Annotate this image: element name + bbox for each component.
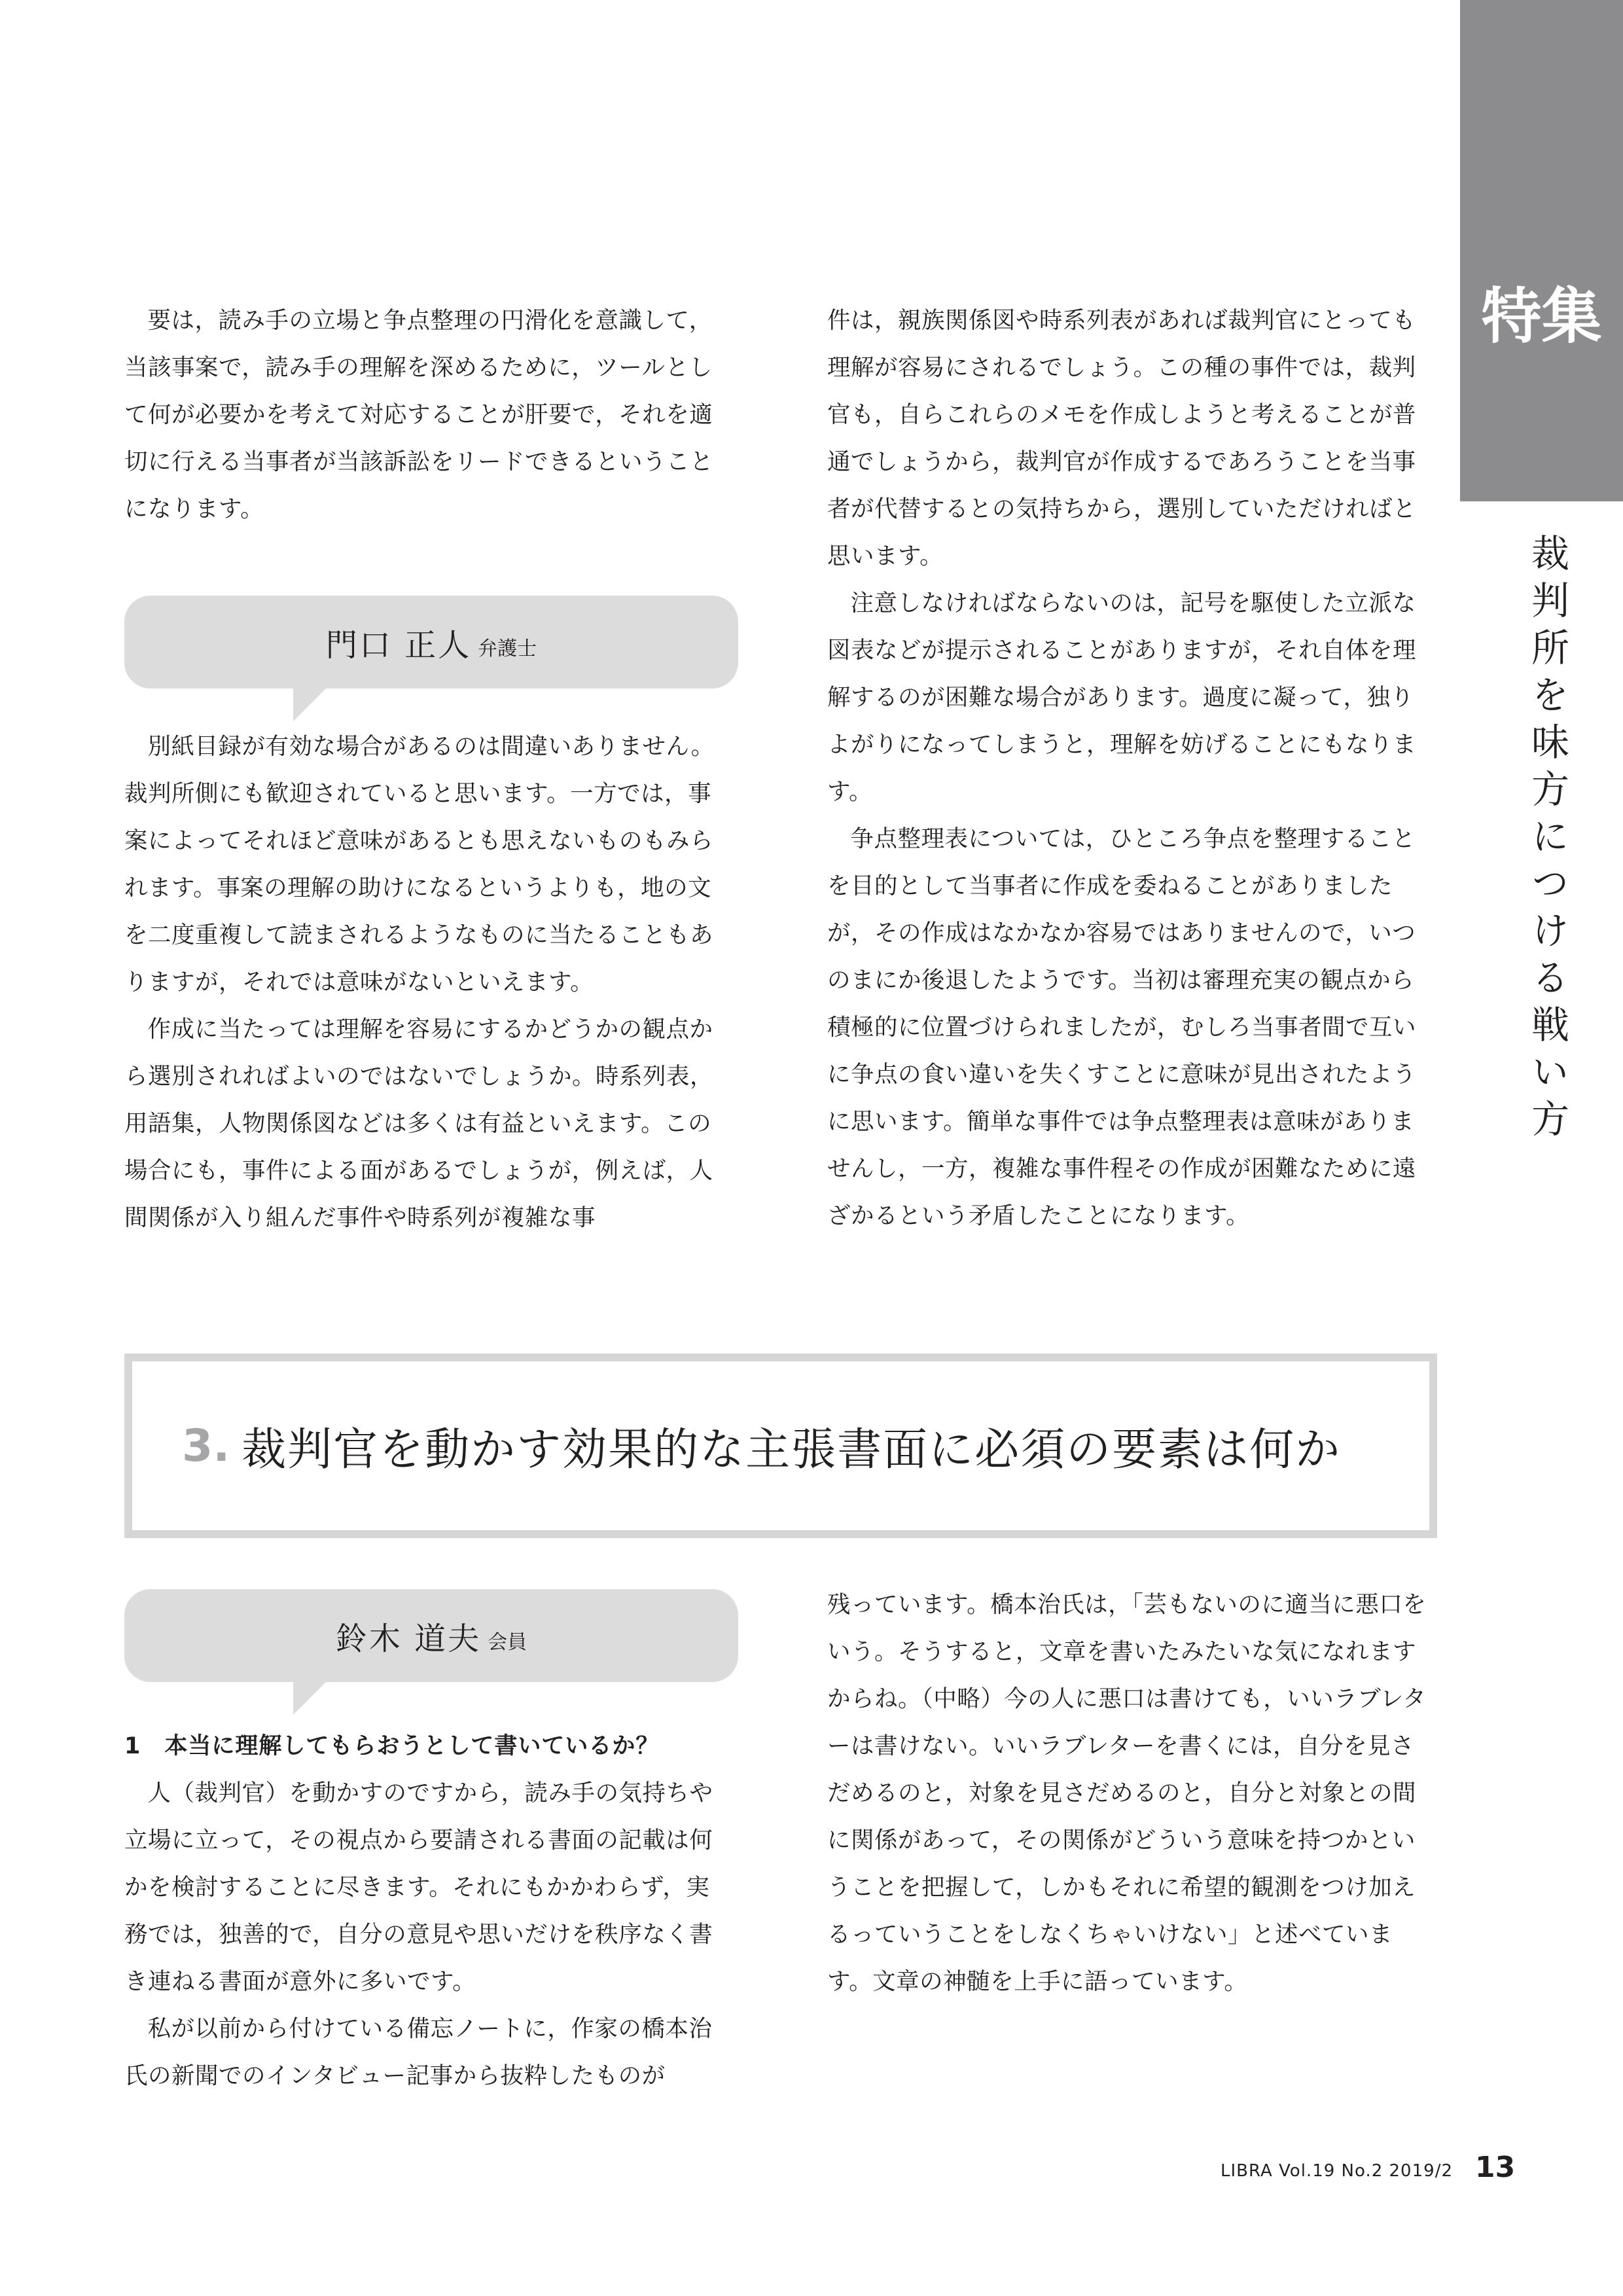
speaker-role: 会員 xyxy=(488,1631,527,1654)
feature-tab xyxy=(1460,0,1623,501)
body-paragraph: 私が以前から付けている備忘ノートに，作家の橋本治氏の新聞でのインタビュー記事から抜粋したものが xyxy=(124,2015,713,2089)
speaker-bubble-suzuki xyxy=(124,1589,738,1682)
section-heading-box xyxy=(124,1354,1437,1538)
subheading: 1 本当に理解してもらおうとして書いているか？ xyxy=(124,1733,660,1759)
feature-tab-label: 特集 xyxy=(1481,281,1602,351)
body-paragraph: 注意しなければならないのは，記号を駆使した立派な図表などが提示されることがありますが，それ自体を理解するのが困難な場合があります。過度に凝って，独りよがりになってしまうと，理解を妨げることにもなります。 xyxy=(827,590,1417,805)
speaker-name: 門口 正人 xyxy=(325,626,472,664)
body-paragraph: 人（裁判官）を動かすのですから，読み手の気持ちや立場に立って，その視点から要請される書面の記載は何かを検討することに尽きます。それにもかかわらず，実務では，独善的で，自分の意見や思いだけを秩序なく書き連ねる書面が意外に多いです。 xyxy=(124,1780,713,1995)
continuation-paragraph: 件は，親族関係図や時系列表があれば裁判官にとっても理解が容易にされるでしょう。この種の事件では，裁判官も，自らこれらのメモを作成しようと考えることが普通でしょうから，裁判官が作成するであろうことを当事者が代替するとの気持ちから，選別していただければと思います。 xyxy=(827,307,1417,569)
upper-left-intro xyxy=(124,297,733,533)
speaker-name: 鈴木 道夫 xyxy=(335,1620,482,1657)
body-paragraph: 争点整理表については，ひところ争点を整理することを目的として当事者に作成を委ねることがありましたが，その作成はなかなか容易ではありませんので，いつのまにか後退したようです。当初は審理充実の観点から積極的に位置づけられましたが，むしろ当事者間で互いに争点の食い違いを失くすことに意味が見出されたように思います。簡単な事件では争点整理表は意味がありませんし，一方，複雑な事件程その作成が困難なために遠ざかるという矛盾したことになります。 xyxy=(827,825,1417,1229)
page-number: 13 xyxy=(1475,2151,1516,2184)
feature-title-vertical: 裁判所を味方につける戦い方 xyxy=(1525,533,1569,1146)
section-number: 3. xyxy=(182,1420,230,1472)
section-title: 裁判官を動かす効果的な主張書面に必須の要素は何か xyxy=(241,1424,1342,1476)
lower-right-body xyxy=(827,1581,1436,2005)
intro-paragraph: 要は，読み手の立場と争点整理の円滑化を意識して，当該事案で，読み手の理解を深めるために，ツールとして何が必要かを考えて対応することが肝要で，それを適切に行える当事者が当該訴訟をリードできるということになります。 xyxy=(124,307,714,522)
journal-footer: LIBRA Vol.19 No.2 2019/2 xyxy=(1220,2161,1453,2181)
speaker-role: 弁護士 xyxy=(478,637,537,660)
body-paragraph: 別紙目録が有効な場合があるのは間違いありません。裁判所側にも歓迎されていると思います。一方では，事案によってそれほど意味があるとも思えないものもみられます。事案の理解の助けになるというよりも，地の文を二度重複して読まされるようなものに当たることもありますが，それでは意味がないといえます。 xyxy=(124,733,715,996)
lower-left-body xyxy=(124,1723,733,2100)
upper-right-body xyxy=(827,297,1436,1240)
body-paragraph: 作成に当たっては理解を容易にするかどうかの観点から選別されればよいのではないでしょうか。時系列表，用語集，人物関係図などは多くは有益といえます。この場合にも，事件による面があるでしょうが，例えば，人間関係が入り組んだ事件や時系列が複雑な事 xyxy=(124,1016,714,1231)
continuation-paragraph: 残っています。橋本治氏は，「芸もないのに適当に悪口をいう。そうすると，文章を書いたみたいな気になれますからね。（中略）今の人に悪口は書けても，いいラブレターは書けない。いいラブレターを書くには，自分を見さだめるのと，対象を見さだめるのと，自分と対象との間に関係があって，その関係がどういう意味を持つかということを把握して，しかもそれに希望的観測をつけ加えるっていうことをしなくちゃいけない」と述べています。文章の神髄を上手に語っています。 xyxy=(827,1591,1427,1995)
speaker-bubble-kadoguchi xyxy=(124,596,738,689)
upper-left-body xyxy=(124,723,733,1242)
